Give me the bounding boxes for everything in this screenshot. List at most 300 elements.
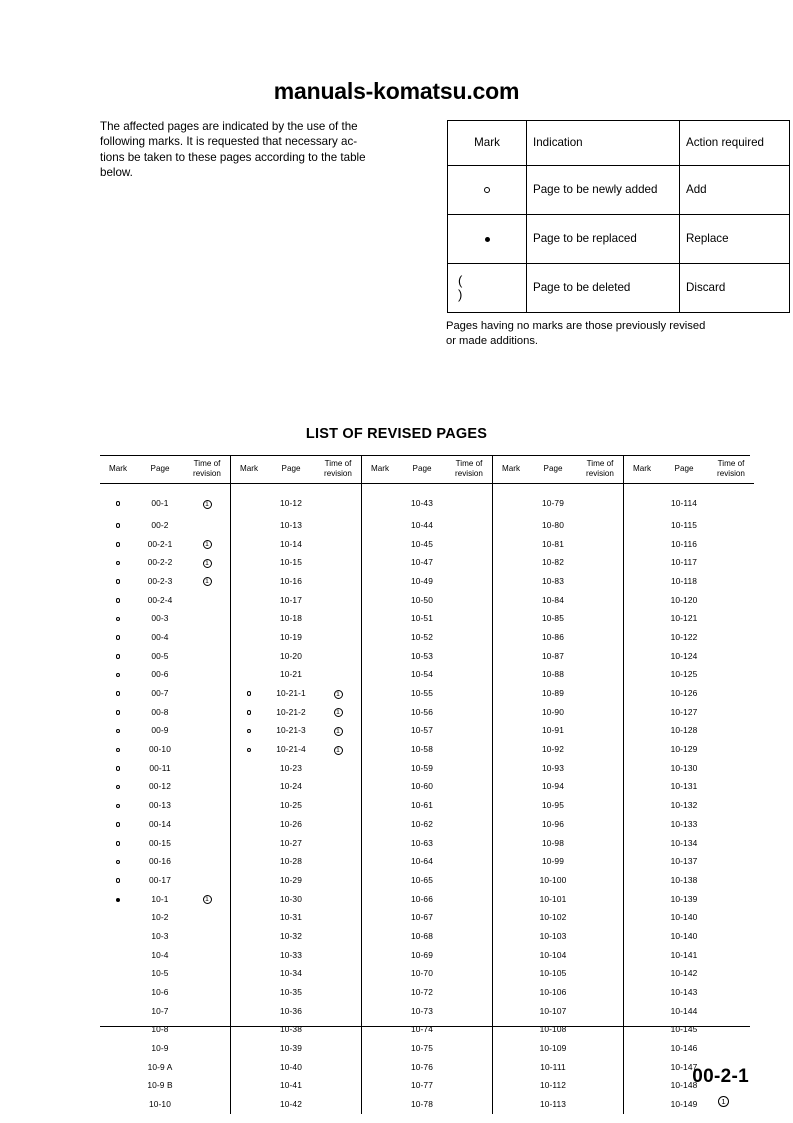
cell-mark bbox=[362, 590, 398, 609]
cell-time-of-revision bbox=[184, 1057, 230, 1076]
cell-page-number: 10-44 bbox=[411, 519, 433, 530]
legend-note-line: Pages having no marks are those previously revised bbox=[446, 320, 706, 332]
cell-page-number: 10-117 bbox=[670, 557, 698, 568]
open-circle-icon bbox=[116, 501, 121, 506]
cell-page-number: 10-23 bbox=[280, 762, 302, 773]
table-bottom-rule bbox=[100, 1026, 750, 1027]
table-row bbox=[362, 852, 492, 871]
table-row bbox=[493, 945, 623, 964]
table-row bbox=[493, 852, 623, 871]
page-group-table bbox=[624, 455, 754, 1114]
cell-mark bbox=[362, 983, 398, 1002]
cell-page-number: 10-56 bbox=[411, 706, 433, 717]
cell-mark bbox=[493, 721, 529, 740]
cell-mark bbox=[362, 534, 398, 553]
cell-mark bbox=[231, 590, 267, 609]
open-circle-icon bbox=[116, 804, 121, 809]
circled-revision-number: 1 bbox=[203, 577, 212, 586]
cell-mark bbox=[493, 609, 529, 628]
cell-time-of-revision bbox=[184, 534, 230, 553]
table-row bbox=[100, 684, 230, 703]
circled-revision-number: 1 bbox=[334, 746, 343, 755]
cell-page-number: 10-100 bbox=[539, 874, 567, 885]
cell-page-number: 10-59 bbox=[411, 762, 433, 773]
table-row bbox=[493, 740, 623, 759]
cell-time-of-revision bbox=[577, 964, 623, 983]
cell-page-number: 10-126 bbox=[670, 688, 698, 699]
cell-page-number: 10-70 bbox=[411, 968, 433, 979]
table-row bbox=[624, 964, 754, 983]
cell-page-number: 10-105 bbox=[539, 968, 567, 979]
cell-mark bbox=[231, 483, 267, 516]
table-row bbox=[362, 1076, 492, 1095]
cell-mark bbox=[231, 665, 267, 684]
cell-page-number: 10-83 bbox=[542, 575, 564, 586]
cell-mark bbox=[231, 702, 267, 721]
cell-mark bbox=[493, 483, 529, 516]
cell-mark bbox=[362, 702, 398, 721]
table-row bbox=[100, 871, 230, 890]
cell-time-of-revision bbox=[577, 833, 623, 852]
cell-page-number: 10-62 bbox=[411, 818, 433, 829]
cell-page-number: 10-9 bbox=[151, 1043, 169, 1054]
cell-page-number: 10-91 bbox=[542, 725, 564, 736]
cell-time-of-revision bbox=[315, 852, 361, 871]
cell-page-number: 10-9 A bbox=[147, 1061, 173, 1072]
table-row bbox=[624, 927, 754, 946]
cell-page-number: 10-69 bbox=[411, 949, 433, 960]
table-row bbox=[231, 852, 361, 871]
cell-mark bbox=[362, 1057, 398, 1076]
table-row bbox=[100, 516, 230, 535]
cell-time-of-revision bbox=[446, 777, 492, 796]
cell-page-number: 10-30 bbox=[280, 893, 302, 904]
cell-mark bbox=[362, 1020, 398, 1039]
table-row bbox=[231, 572, 361, 591]
page-group-header-row bbox=[100, 455, 230, 483]
table-row bbox=[100, 628, 230, 647]
cell-page-number: 10-21-2 bbox=[276, 706, 306, 717]
cell-page-number: 10-108 bbox=[539, 1024, 567, 1035]
table-row bbox=[362, 740, 492, 759]
cell-page-number: 10-42 bbox=[280, 1099, 302, 1110]
cell-mark bbox=[493, 983, 529, 1002]
revised-pages-row bbox=[100, 455, 754, 1114]
cell-time-of-revision bbox=[577, 534, 623, 553]
page-group-header-row bbox=[493, 455, 623, 483]
table-row bbox=[493, 758, 623, 777]
cell-page-number: 10-128 bbox=[670, 725, 698, 736]
cell-page-number: 10-120 bbox=[670, 594, 698, 605]
column-header-mark: Mark bbox=[362, 455, 398, 483]
cell-mark bbox=[231, 852, 267, 871]
cell-time-of-revision bbox=[315, 553, 361, 572]
cell-mark bbox=[231, 1095, 267, 1114]
table-row bbox=[624, 609, 754, 628]
cell-mark bbox=[362, 628, 398, 647]
cell-mark bbox=[624, 628, 660, 647]
cell-mark bbox=[493, 758, 529, 777]
table-row bbox=[362, 572, 492, 591]
cell-time-of-revision bbox=[577, 702, 623, 721]
table-row bbox=[231, 889, 361, 908]
cell-mark bbox=[624, 1095, 660, 1114]
cell-time-of-revision bbox=[315, 1095, 361, 1114]
table-row bbox=[624, 1039, 754, 1058]
cell-mark bbox=[362, 1001, 398, 1020]
intro-paragraph bbox=[100, 119, 418, 181]
cell-time-of-revision bbox=[577, 553, 623, 572]
cell-mark bbox=[493, 1020, 529, 1039]
column-header-mark: Mark bbox=[493, 455, 529, 483]
cell-mark bbox=[231, 777, 267, 796]
cell-mark bbox=[624, 572, 660, 591]
cell-time-of-revision bbox=[708, 665, 754, 684]
cell-page-number: 10-149 bbox=[670, 1099, 698, 1110]
page-group-header-row bbox=[231, 455, 361, 483]
cell-page-number: 10-121 bbox=[670, 613, 698, 624]
cell-time-of-revision bbox=[708, 796, 754, 815]
cell-time-of-revision bbox=[315, 796, 361, 815]
cell-page-number: 10-75 bbox=[411, 1043, 433, 1054]
cell-page-number: 10-143 bbox=[670, 987, 698, 998]
cell-time-of-revision bbox=[708, 590, 754, 609]
cell-time-of-revision bbox=[184, 1039, 230, 1058]
table-row bbox=[362, 1057, 492, 1076]
cell-mark bbox=[100, 646, 136, 665]
cell-mark bbox=[493, 908, 529, 927]
cell-mark bbox=[493, 1057, 529, 1076]
table-row bbox=[231, 1057, 361, 1076]
circled-revision-number: 1 bbox=[203, 540, 212, 549]
cell-page-number: 10-82 bbox=[542, 557, 564, 568]
cell-page-number: 10-133 bbox=[670, 818, 698, 829]
cell-time-of-revision bbox=[446, 483, 492, 516]
table-row bbox=[362, 702, 492, 721]
site-title: manuals-komatsu.com bbox=[273, 78, 520, 104]
mark-legend-table bbox=[447, 120, 790, 313]
cell-page-number: 00-14 bbox=[149, 818, 171, 829]
cell-mark bbox=[493, 833, 529, 852]
cell-page-number: 10-33 bbox=[280, 949, 302, 960]
cell-mark bbox=[493, 927, 529, 946]
cell-time-of-revision bbox=[708, 758, 754, 777]
cell-page-number: 00-1 bbox=[151, 498, 169, 508]
cell-time-of-revision bbox=[184, 609, 230, 628]
cell-mark bbox=[231, 796, 267, 815]
cell-page-number: 10-6 bbox=[151, 987, 169, 998]
cell-page-number: 10-54 bbox=[411, 669, 433, 680]
cell-page-number: 00-2-4 bbox=[147, 594, 173, 605]
cell-page-number: 10-107 bbox=[539, 1005, 567, 1016]
table-row bbox=[100, 908, 230, 927]
cell-mark bbox=[100, 815, 136, 834]
cell-page-number: 10-51 bbox=[411, 613, 433, 624]
cell-page-number: 10-53 bbox=[411, 650, 433, 661]
cell-mark bbox=[100, 945, 136, 964]
cell-page-number: 10-111 bbox=[540, 1061, 566, 1072]
page-group-1 bbox=[100, 455, 231, 1114]
cell-mark bbox=[624, 889, 660, 908]
cell-mark bbox=[362, 871, 398, 890]
cell-page-number: 10-113 bbox=[539, 1099, 567, 1110]
legend-mark-cell bbox=[448, 264, 527, 313]
open-circle-icon bbox=[116, 654, 121, 659]
cell-page-number: 10-58 bbox=[411, 744, 433, 755]
cell-page-number: 10-104 bbox=[539, 949, 567, 960]
table-row bbox=[231, 721, 361, 740]
column-header-time-of-revision: Time of revision bbox=[708, 455, 754, 483]
table-row bbox=[493, 628, 623, 647]
cell-time-of-revision bbox=[184, 983, 230, 1002]
cell-page-number: 10-15 bbox=[280, 557, 302, 568]
cell-time-of-revision bbox=[577, 983, 623, 1002]
table-row bbox=[100, 609, 230, 628]
cell-page-number: 10-66 bbox=[411, 893, 433, 904]
cell-page-number: 10-32 bbox=[280, 930, 302, 941]
cell-page-number: 00-7 bbox=[151, 688, 169, 699]
cell-page-number: 00-12 bbox=[149, 781, 171, 792]
cell-time-of-revision bbox=[446, 964, 492, 983]
cell-time-of-revision bbox=[184, 483, 230, 516]
open-circle-icon bbox=[116, 691, 121, 696]
table-row bbox=[493, 871, 623, 890]
table-row bbox=[493, 609, 623, 628]
table-row bbox=[100, 1039, 230, 1058]
cell-mark bbox=[362, 964, 398, 983]
cell-page-number: 10-21-3 bbox=[276, 725, 306, 736]
cell-page-number: 10-36 bbox=[280, 1005, 302, 1016]
cell-page-number: 10-79 bbox=[542, 498, 564, 508]
open-circle-icon bbox=[116, 673, 121, 678]
cell-time-of-revision bbox=[708, 609, 754, 628]
table-row bbox=[231, 871, 361, 890]
cell-page-number: 10-103 bbox=[539, 930, 567, 941]
open-circle-icon bbox=[247, 729, 252, 734]
cell-page-number: 10-35 bbox=[280, 987, 302, 998]
intro-line: below. bbox=[100, 166, 133, 180]
cell-mark bbox=[493, 590, 529, 609]
table-row bbox=[100, 964, 230, 983]
cell-mark bbox=[493, 665, 529, 684]
table-row bbox=[231, 964, 361, 983]
table-row bbox=[624, 852, 754, 871]
cell-mark bbox=[624, 833, 660, 852]
cell-time-of-revision bbox=[577, 1039, 623, 1058]
cell-page-number: 10-148 bbox=[670, 1080, 698, 1091]
cell-mark bbox=[231, 908, 267, 927]
table-row bbox=[493, 1020, 623, 1039]
legend-action-add: Add bbox=[680, 166, 790, 215]
cell-time-of-revision bbox=[708, 927, 754, 946]
cell-mark bbox=[493, 553, 529, 572]
cell-mark bbox=[231, 1020, 267, 1039]
legend-indication-discard: Page to be deleted bbox=[527, 264, 680, 313]
table-row bbox=[362, 964, 492, 983]
table-row bbox=[100, 665, 230, 684]
cell-page-number: 10-26 bbox=[280, 818, 302, 829]
column-header-time-of-revision: Time of revision bbox=[577, 455, 623, 483]
cell-page-number: 00-6 bbox=[151, 669, 169, 680]
open-circle-icon bbox=[116, 729, 121, 734]
table-row bbox=[493, 721, 623, 740]
table-row bbox=[100, 740, 230, 759]
table-row bbox=[100, 590, 230, 609]
legend-header-action: Action required bbox=[680, 121, 790, 166]
table-row bbox=[493, 1095, 623, 1114]
cell-time-of-revision bbox=[577, 1001, 623, 1020]
table-row bbox=[100, 1020, 230, 1039]
cell-mark bbox=[100, 572, 136, 591]
table-row bbox=[624, 572, 754, 591]
cell-time-of-revision bbox=[577, 628, 623, 647]
cell-mark bbox=[100, 740, 136, 759]
cell-mark bbox=[100, 1057, 136, 1076]
cell-mark bbox=[100, 516, 136, 535]
cell-time-of-revision bbox=[184, 833, 230, 852]
cell-page-number: 10-125 bbox=[670, 669, 698, 680]
cell-mark bbox=[362, 815, 398, 834]
cell-mark bbox=[493, 572, 529, 591]
cell-time-of-revision bbox=[184, 871, 230, 890]
column-header-time-of-revision: Time of revision bbox=[315, 455, 361, 483]
cell-page-number: 00-2-2 bbox=[147, 557, 173, 568]
table-row bbox=[624, 665, 754, 684]
cell-time-of-revision bbox=[708, 852, 754, 871]
table-row bbox=[100, 889, 230, 908]
column-header-page: Page bbox=[267, 455, 315, 483]
cell-mark bbox=[362, 796, 398, 815]
cell-mark bbox=[100, 721, 136, 740]
cell-time-of-revision bbox=[184, 721, 230, 740]
cell-time-of-revision bbox=[184, 777, 230, 796]
column-header-page: Page bbox=[136, 455, 184, 483]
cell-page-number: 10-84 bbox=[542, 594, 564, 605]
cell-time-of-revision bbox=[577, 945, 623, 964]
cell-time-of-revision bbox=[708, 945, 754, 964]
cell-time-of-revision bbox=[577, 590, 623, 609]
cell-mark bbox=[362, 927, 398, 946]
cell-time-of-revision bbox=[446, 1020, 492, 1039]
cell-mark bbox=[100, 1095, 136, 1114]
table-row bbox=[493, 983, 623, 1002]
table-row bbox=[362, 927, 492, 946]
table-row bbox=[493, 815, 623, 834]
cell-page-number: 10-49 bbox=[411, 575, 433, 586]
cell-mark bbox=[362, 1095, 398, 1114]
cell-page-number: 10-12 bbox=[280, 498, 302, 508]
cell-mark bbox=[362, 758, 398, 777]
table-row bbox=[100, 833, 230, 852]
cell-mark bbox=[362, 889, 398, 908]
cell-time-of-revision bbox=[446, 516, 492, 535]
table-row bbox=[231, 777, 361, 796]
table-row bbox=[624, 702, 754, 721]
cell-page-number: 10-43 bbox=[411, 498, 433, 508]
circled-revision-number: 1 bbox=[203, 895, 212, 904]
cell-page-number: 10-64 bbox=[411, 856, 433, 867]
table-row bbox=[624, 553, 754, 572]
cell-mark bbox=[493, 702, 529, 721]
cell-mark bbox=[493, 964, 529, 983]
cell-page-number: 10-99 bbox=[542, 856, 564, 867]
cell-mark bbox=[624, 553, 660, 572]
cell-mark bbox=[493, 1076, 529, 1095]
cell-time-of-revision bbox=[315, 871, 361, 890]
cell-mark bbox=[100, 964, 136, 983]
cell-mark bbox=[362, 516, 398, 535]
column-header-page: Page bbox=[398, 455, 446, 483]
filled-circle-icon bbox=[116, 898, 120, 902]
table-row bbox=[493, 1076, 623, 1095]
cell-time-of-revision bbox=[315, 646, 361, 665]
table-row bbox=[624, 628, 754, 647]
cell-time-of-revision bbox=[315, 483, 361, 516]
cell-mark bbox=[100, 983, 136, 1002]
table-row bbox=[231, 1020, 361, 1039]
cell-mark bbox=[100, 609, 136, 628]
cell-page-number: 10-80 bbox=[542, 519, 564, 530]
page-group-header-row bbox=[624, 455, 754, 483]
cell-time-of-revision bbox=[577, 758, 623, 777]
cell-page-number: 10-50 bbox=[411, 594, 433, 605]
page-group-3 bbox=[362, 455, 493, 1114]
cell-page-number: 10-21-1 bbox=[276, 688, 306, 699]
cell-page-number: 10-52 bbox=[411, 631, 433, 642]
cell-page-number: 10-18 bbox=[280, 613, 302, 624]
table-row bbox=[493, 590, 623, 609]
cell-time-of-revision bbox=[315, 1057, 361, 1076]
table-row bbox=[624, 983, 754, 1002]
open-circle-icon bbox=[116, 598, 121, 603]
cell-page-number: 00-17 bbox=[149, 874, 171, 885]
cell-time-of-revision bbox=[577, 516, 623, 535]
table-row bbox=[231, 1076, 361, 1095]
table-row bbox=[362, 983, 492, 1002]
cell-page-number: 00-5 bbox=[151, 650, 169, 661]
filled-circle-icon bbox=[485, 237, 490, 242]
cell-page-number: 10-134 bbox=[670, 837, 698, 848]
cell-mark bbox=[624, 871, 660, 890]
cell-time-of-revision bbox=[315, 815, 361, 834]
cell-time-of-revision bbox=[446, 702, 492, 721]
table-row bbox=[493, 964, 623, 983]
column-header-time-of-revision: Time of revision bbox=[184, 455, 230, 483]
cell-page-number: 10-89 bbox=[542, 688, 564, 699]
cell-mark bbox=[624, 945, 660, 964]
table-row bbox=[362, 796, 492, 815]
cell-page-number: 10-1 bbox=[151, 893, 169, 904]
circled-revision-number: 1 bbox=[203, 500, 212, 509]
table-row bbox=[362, 646, 492, 665]
table-row bbox=[624, 815, 754, 834]
cell-time-of-revision bbox=[446, 1057, 492, 1076]
cell-mark bbox=[231, 553, 267, 572]
cell-time-of-revision bbox=[708, 721, 754, 740]
open-circle-icon bbox=[116, 748, 121, 753]
cell-mark bbox=[100, 1039, 136, 1058]
table-row bbox=[231, 516, 361, 535]
cell-time-of-revision bbox=[184, 964, 230, 983]
cell-page-number: 10-127 bbox=[670, 706, 698, 717]
cell-mark bbox=[624, 590, 660, 609]
legend-row-discard bbox=[448, 264, 790, 313]
table-row bbox=[624, 740, 754, 759]
cell-time-of-revision bbox=[446, 815, 492, 834]
cell-time-of-revision bbox=[708, 572, 754, 591]
cell-mark bbox=[493, 1001, 529, 1020]
cell-time-of-revision bbox=[708, 1095, 754, 1114]
